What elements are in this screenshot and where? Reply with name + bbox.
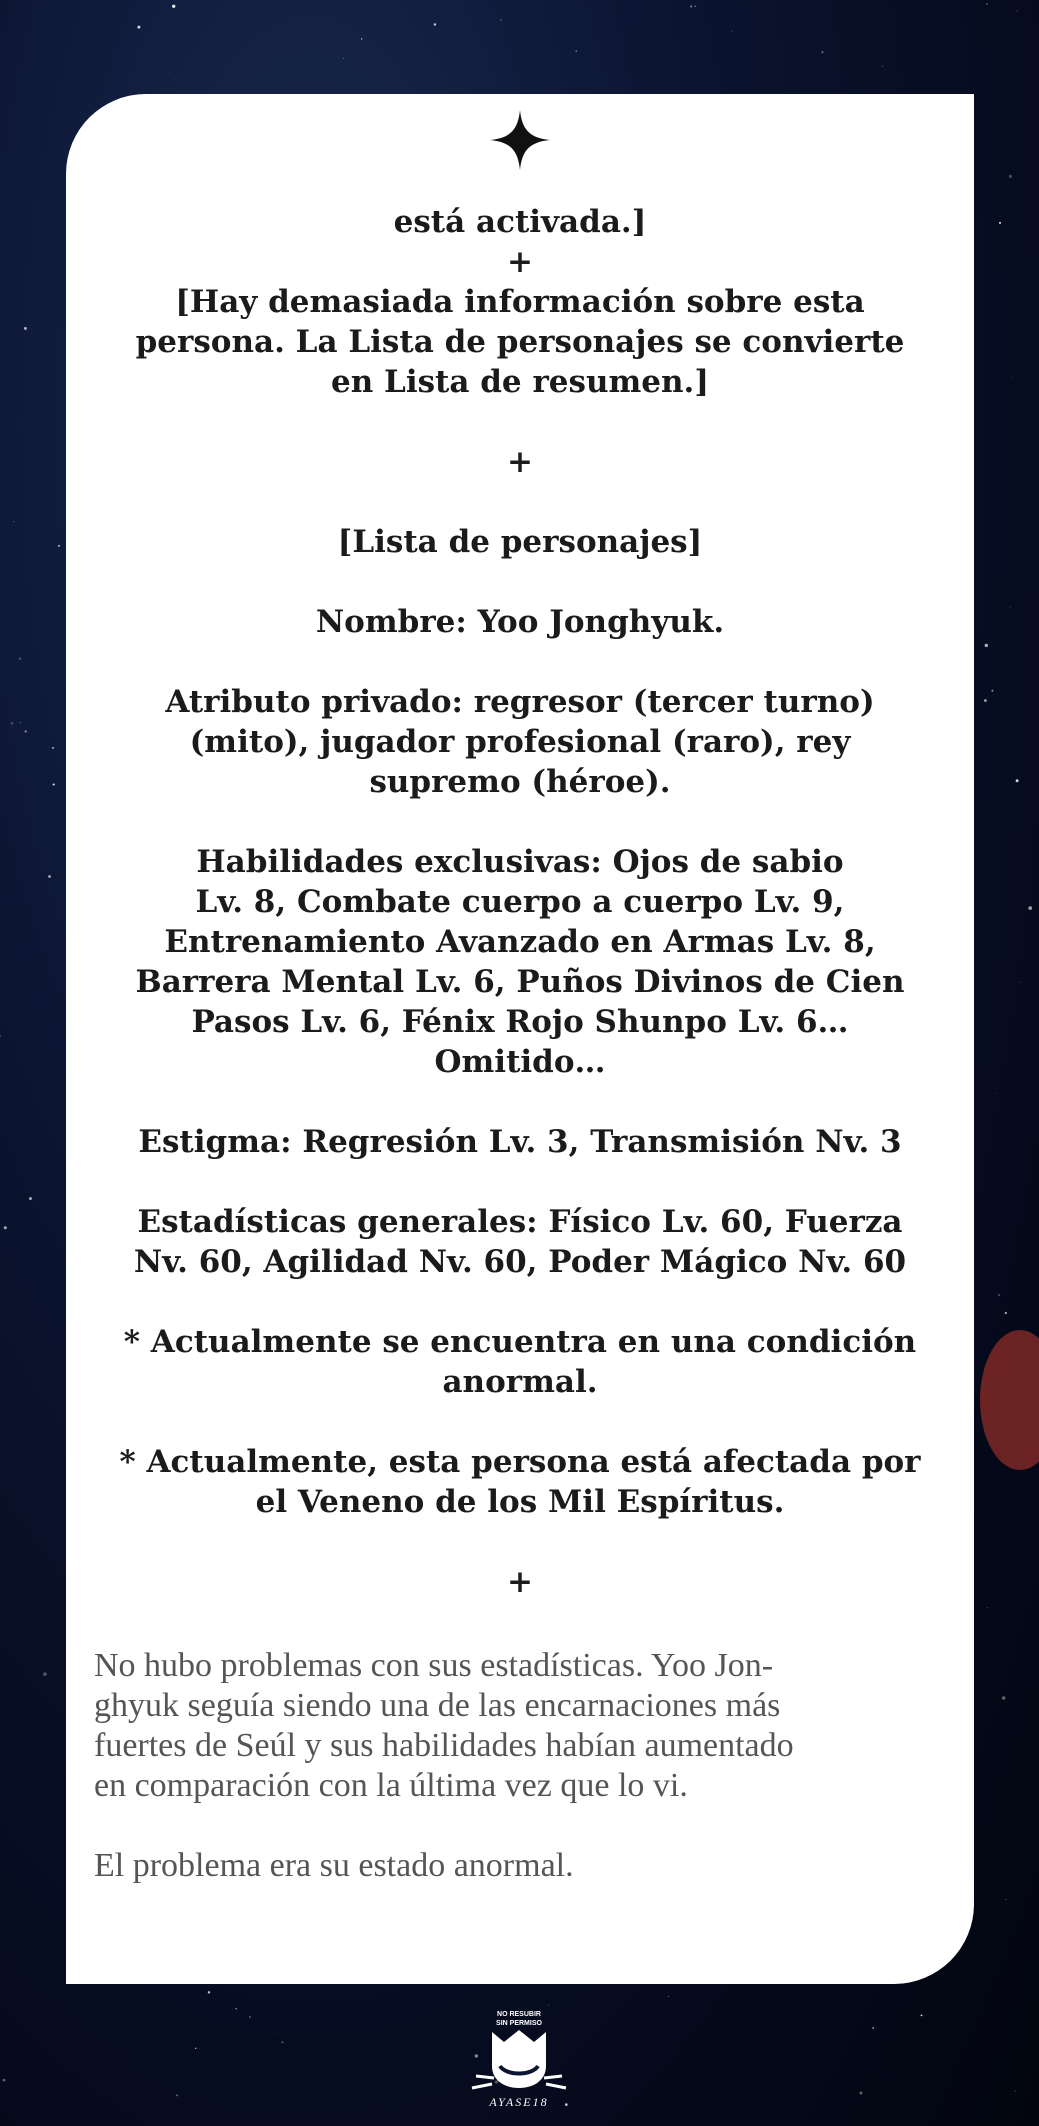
star	[3, 2079, 6, 2082]
system-line	[106, 1402, 934, 1442]
star	[137, 26, 140, 29]
star	[985, 644, 988, 647]
star	[731, 31, 732, 32]
system-line: el Veneno de los Mil Espíritus.	[255, 1484, 785, 1520]
scanlator-logo	[454, 2006, 584, 2116]
system-line	[106, 1082, 934, 1122]
star	[986, 3, 988, 5]
star	[1028, 906, 1032, 910]
logo-line-2: SIN PERMISO	[496, 2020, 542, 2027]
star	[176, 2094, 178, 2096]
sparkle-icon	[488, 108, 552, 172]
nebula	[980, 1330, 1039, 1470]
star	[306, 2123, 307, 2124]
system-line: * Actualmente se encuentra en una condición	[123, 1324, 917, 1360]
star	[195, 2048, 196, 2049]
system-line	[106, 1282, 934, 1322]
system-line: supremo (héroe).	[369, 764, 671, 800]
star	[281, 2041, 283, 2043]
star	[575, 50, 577, 52]
star	[175, 79, 176, 80]
narration-line	[94, 1806, 944, 1846]
star	[1009, 175, 1012, 178]
star	[19, 657, 22, 660]
star	[997, 1093, 998, 1094]
system-line: Nombre: Yoo Jonghyuk.	[315, 604, 725, 640]
system-line	[106, 1522, 934, 1562]
star	[249, 2016, 250, 2017]
star	[0, 1035, 1, 1037]
star	[882, 66, 883, 67]
star	[434, 23, 436, 25]
logo-line-1: NO RESUBIR	[497, 2011, 541, 2018]
system-line: Estigma: Regresión Lv. 3, Transmisión Nv. 3	[138, 1124, 902, 1160]
star	[29, 1197, 32, 1200]
system-line: [Hay demasiada información sobre esta	[175, 284, 865, 320]
system-line: Barrera Mental Lv. 6, Puños Divinos de Cien	[135, 964, 905, 1000]
narration-line: fuertes de Seúl y sus habilidades habían aumentado	[94, 1727, 794, 1764]
narration-line: No hubo problemas con sus estadísticas. Yoo Jon-	[94, 1647, 774, 1684]
system-line: [Lista de personajes]	[337, 524, 703, 560]
star	[11, 722, 14, 725]
star	[14, 521, 15, 522]
system-line: (mito), jugador profesional (raro), rey	[189, 724, 851, 760]
star	[987, 1607, 988, 1608]
system-message	[106, 202, 934, 1602]
star	[680, 16, 681, 17]
system-line: Omitido…	[434, 1044, 606, 1080]
star	[58, 545, 60, 547]
star	[277, 2033, 278, 2034]
star	[821, 51, 823, 53]
system-line: * Actualmente, esta persona está afectada por	[119, 1444, 921, 1480]
system-line: Nv. 60, Agilidad Nv. 60, Poder Mágico Nv. 60	[133, 1244, 907, 1280]
star	[991, 690, 993, 692]
text-panel	[66, 94, 974, 1984]
star	[52, 747, 54, 749]
star	[872, 2027, 874, 2029]
system-line	[106, 642, 934, 682]
system-line	[106, 402, 934, 442]
star	[998, 1294, 1000, 1296]
narration-text	[94, 1646, 944, 1886]
system-line: Habilidades exclusivas: Ojos de sabio	[196, 844, 844, 880]
system-line: +	[507, 244, 533, 280]
system-line: +	[507, 444, 533, 480]
system-line: Lv. 8, Combate cuerpo a cuerpo Lv. 9,	[195, 884, 845, 920]
system-line: Atributo privado: regresor (tercer turno)	[165, 684, 875, 720]
system-line: persona. La Lista de personajes se convierte	[135, 324, 905, 360]
star	[361, 38, 362, 39]
star	[208, 1991, 210, 1993]
star	[20, 722, 21, 723]
logo-name: AYASE18	[489, 2095, 549, 2109]
system-line: Pasos Lv. 6, Fénix Rojo Shunpo Lv. 6…	[191, 1004, 849, 1040]
system-line	[106, 482, 934, 522]
star	[859, 2091, 862, 2094]
narration-line: ghyuk seguía siendo una de las encarnaciones más	[94, 1687, 781, 1724]
star	[1005, 1899, 1006, 1900]
system-line: anormal.	[442, 1364, 598, 1400]
star	[1019, 982, 1020, 983]
system-line: está activada.]	[393, 204, 647, 240]
system-line	[106, 802, 934, 842]
star	[43, 1672, 47, 1676]
star	[500, 19, 501, 20]
star	[984, 699, 987, 702]
star	[999, 222, 1001, 224]
star	[24, 327, 27, 330]
star	[695, 6, 696, 7]
star	[690, 5, 692, 7]
star	[1010, 607, 1011, 608]
star	[1017, 10, 1018, 11]
star	[343, 58, 344, 59]
star	[921, 2014, 923, 2016]
narration-line: en comparación con la última vez que lo vi.	[94, 1767, 688, 1804]
star	[235, 2008, 237, 2010]
system-line: +	[507, 1564, 533, 1600]
narration-line: El problema era su estado anormal.	[94, 1847, 574, 1884]
system-line: en Lista de resumen.]	[330, 364, 710, 400]
star	[1016, 779, 1019, 782]
system-line	[106, 562, 934, 602]
star	[53, 783, 55, 785]
star	[668, 1996, 669, 1997]
star	[1012, 377, 1013, 378]
system-line: Estadísticas generales: Físico Lv. 60, Fuerza	[137, 1204, 903, 1240]
system-line: Entrenamiento Avanzado en Armas Lv. 8,	[164, 924, 876, 960]
star	[1002, 1696, 1006, 1700]
star	[1005, 1312, 1007, 1314]
star	[48, 875, 51, 878]
star	[1014, 2091, 1015, 2092]
star	[24, 730, 26, 732]
star	[4, 1226, 7, 1229]
star	[172, 5, 175, 8]
system-line	[106, 1162, 934, 1202]
